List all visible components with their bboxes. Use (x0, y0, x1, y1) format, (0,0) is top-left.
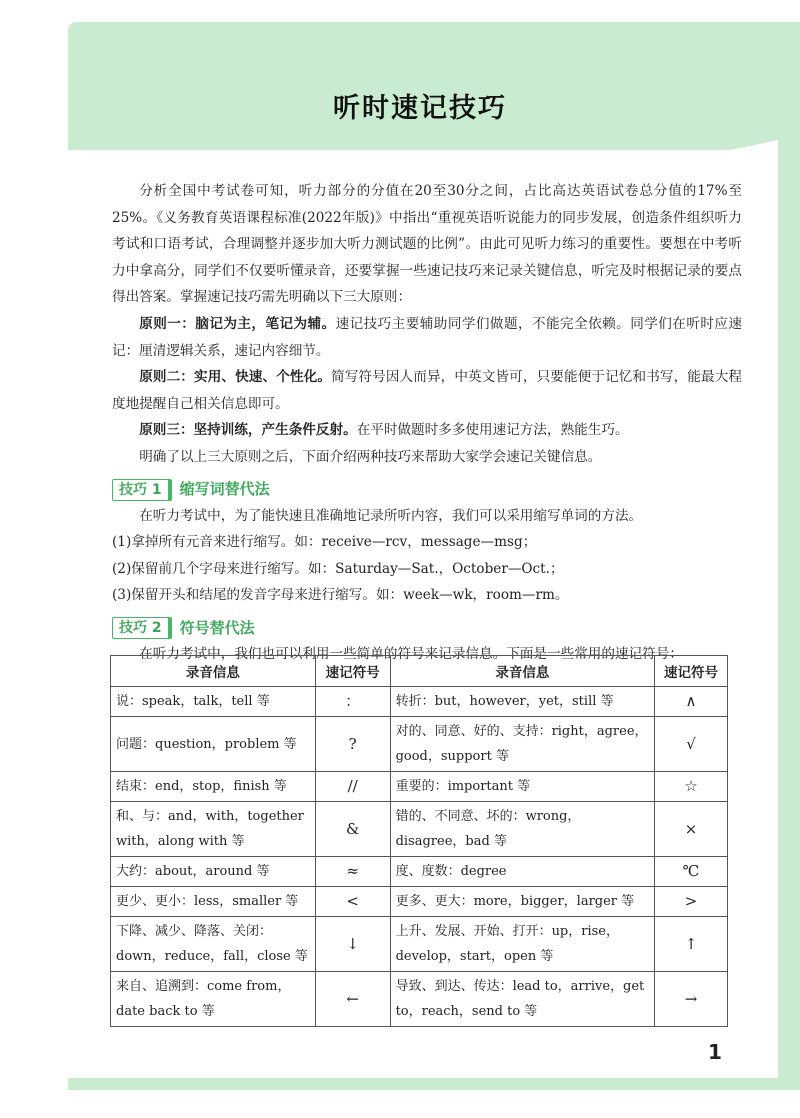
table-header-row (111, 656, 728, 687)
symbol-cell: ? (315, 717, 390, 772)
table-cell: 来自、追溯到：come from，date back to 等 (111, 972, 316, 1027)
tip-1-item: (3)保留开头和结尾的发音字母来进行缩写。如：week—wk，room—rm。 (112, 587, 569, 604)
symbol-cell: ☆ (655, 772, 728, 802)
table-cell: 上升、发展、开始、打开：up，rise，develop，start，open 等 (390, 917, 655, 972)
principle-2-text: 简写符号因人而异，中英文皆可，只要能便于记忆和书写，能最大程度地提醒自己相关信息即可。 (112, 369, 743, 412)
column-header: 录音信息 (111, 656, 316, 687)
tip-1-title: 缩写词替代法 (179, 480, 270, 499)
table-row (111, 802, 728, 857)
symbol-cell: ： (315, 687, 390, 717)
column-header: 速记符号 (315, 656, 390, 687)
shorthand-symbol-table (110, 655, 728, 1027)
tip-2-title: 符号替代法 (179, 618, 255, 637)
tip-1-badge: 技巧 1 (112, 479, 172, 501)
page-number: 1 (708, 1040, 722, 1064)
tip-1-item: (1)拿掉所有元音来进行缩写。如：receive—rcv，message—msg； (112, 534, 537, 551)
table-row (111, 857, 728, 887)
table-cell: 更少、更小：less，smaller 等 (111, 887, 316, 917)
transition-paragraph: 明确了以上三大原则之后，下面介绍两种技巧来帮助大家学会速记关键信息。 (139, 448, 602, 465)
tip-1-item: (2)保留前几个字母来进行缩写。如：Saturday—Sat.，October—Oct.； (112, 560, 564, 577)
page-title: 听时速记技巧 (333, 93, 507, 124)
table-cell: 错的、不同意、坏的：wrong，disagree，bad 等 (390, 802, 655, 857)
symbol-cell: > (655, 887, 728, 917)
principle-2-label: 原则二：实用、快速、个性化。 (139, 369, 332, 386)
tip-1-intro: 在听力考试中，为了能快速且准确地记录所听内容，我们可以采用缩写单词的方法。 (139, 507, 643, 524)
symbol-cell: ← (315, 972, 390, 1027)
table-row (111, 887, 728, 917)
principle-2 (112, 364, 742, 417)
tip-1-heading (112, 477, 742, 503)
intro-paragraph: 分析全国中考试卷可知，听力部分的分值在20至30分之间，占比高达英语试卷总分值的17%至25%。《义务教育英语课程标准(2022年版)》中指出“重视英语听说能力的同步发展，创造条件组织听力考试和口语考试，合理调整并逐步加大听力测试题的比例”。由此可见听力练习的重要性。要想在中考听力中拿高分，同学们不仅要听懂录音，还要掌握一些速记技巧来记录关键信息，听完及时根据记录的要点得出答案。掌握速记技巧需先明确以下三大原则： (112, 183, 742, 306)
symbol-cell: ≈ (315, 857, 390, 887)
table-row (111, 917, 728, 972)
symbol-cell: √ (655, 717, 728, 772)
principle-1-text: 速记技巧主要辅助同学们做题，不能完全依赖。同学们在听时应速记：厘清逻辑关系，速记内容细节。 (112, 315, 742, 359)
table-cell: 和、与：and，with，together with，along with 等 (111, 802, 316, 857)
right-margin-band (778, 22, 800, 1087)
symbol-cell: < (315, 887, 390, 917)
table-row (111, 772, 728, 802)
tip-2-badge: 技巧 2 (112, 617, 172, 639)
table-cell: 下降、减少、降落、关闭：down，reduce，fall，close 等 (111, 917, 316, 972)
symbol-cell: // (315, 772, 390, 802)
main-content (112, 178, 742, 668)
table-cell: 转折：but，however，yet，still 等 (390, 687, 655, 717)
bottom-margin-band (68, 1078, 800, 1090)
symbol-cell: → (655, 972, 728, 1027)
tip-2-intro: 在听力考试中，我们也可以利用一些简单的符号来记录信息。下面是一些常用的速记符号： (139, 645, 683, 662)
table-cell: 大约：about，around 等 (111, 857, 316, 887)
principle-3-label: 原则三：坚持训练，产生条件反射。 (139, 422, 357, 439)
symbol-cell: ℃ (655, 857, 728, 887)
symbol-cell: × (655, 802, 728, 857)
principle-1-label: 原则一：脑记为主，笔记为辅。 (139, 315, 336, 332)
table-row (111, 717, 728, 772)
symbol-cell: ↑ (655, 917, 728, 972)
symbol-cell: ∧ (655, 687, 728, 717)
table-cell: 说：speak，talk，tell 等 (111, 687, 316, 717)
column-header: 录音信息 (390, 656, 655, 687)
principle-3 (112, 417, 742, 444)
table-row (111, 972, 728, 1027)
table-cell: 结束：end，stop，finish 等 (111, 772, 316, 802)
table-cell: 重要的：important 等 (390, 772, 655, 802)
column-header: 速记符号 (655, 656, 728, 687)
table-cell: 更多、更大：more，bigger，larger 等 (390, 887, 655, 917)
symbol-cell: ↓ (315, 917, 390, 972)
table-cell: 度、度数：degree (390, 857, 655, 887)
tip-2-heading (112, 615, 742, 641)
table-row (111, 687, 728, 717)
principle-1 (112, 311, 742, 364)
table-cell: 对的、同意、好的、支持：right，agree，good，support 等 (390, 717, 655, 772)
principle-3-text: 在平时做题时多多使用速记方法，熟能生巧。 (356, 422, 629, 439)
table-cell: 问题：question，problem 等 (111, 717, 316, 772)
symbol-cell: & (315, 802, 390, 857)
table-cell: 导致、到达、传达：lead to，arrive，get to，reach，send to 等 (390, 972, 655, 1027)
